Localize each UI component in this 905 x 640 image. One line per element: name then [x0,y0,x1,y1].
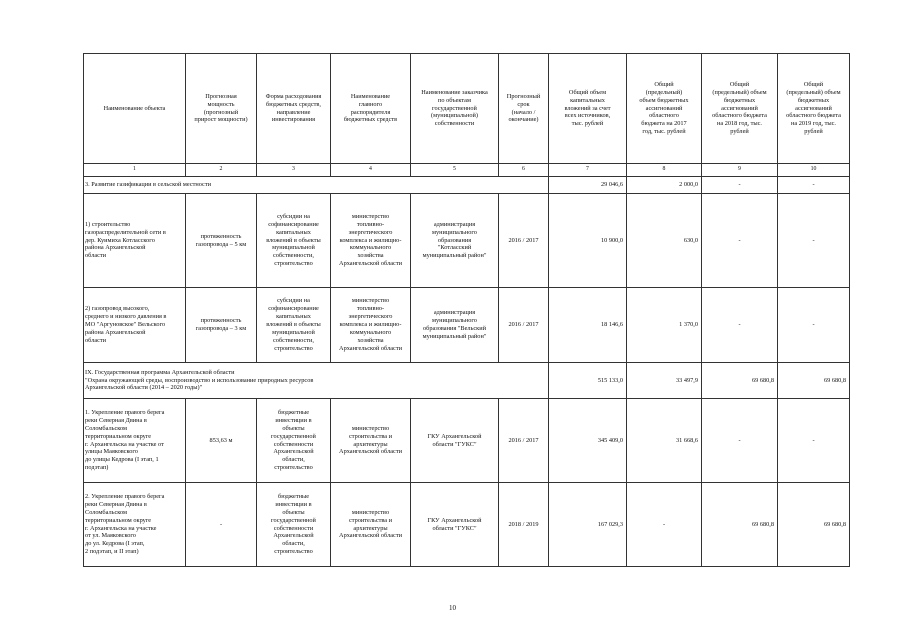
period: 2016 / 2017 [499,194,549,288]
budget-2017: 31 668,6 [627,399,702,483]
column-number: 8 [627,164,702,177]
header-period: Прогнозный срок (начало / окончание) [499,54,549,164]
header-spending-form: Форма расходования бюджетных средств, направление инвестирования [257,54,331,164]
header-object-name: Наименование объекта [84,54,186,164]
budget-2018: - [702,194,778,288]
section-9-title: IX. Государственная программа Архангельской области "Охрана окружающей среды, воспроизводство и использование природных ресурсов Архангельской области (2014 – 2020 годы)" [84,363,549,399]
customer: администрация муниципального образования "Котласский муниципальный район" [411,194,499,288]
budget-2017: 630,0 [627,194,702,288]
budget-manager: министерство строительства и архитектуры Архангельской области [331,483,411,567]
budget-2018: - [702,399,778,483]
section-9-budget-2019: 69 680,8 [778,363,850,399]
header-budget-2018: Общий (предельный) объем бюджетных ассигнований областного бюджета на 2018 год, тыс. рублей [702,54,778,164]
page-number: 10 [449,604,456,612]
total-investment: 167 029,3 [549,483,627,567]
investment-table [83,53,850,567]
section-3-budget-2019: - [778,177,850,194]
header-budget-manager: Наименование главного распорядителя бюджетных средств [331,54,411,164]
column-number: 4 [331,164,411,177]
object-name: 2. Укрепление правого берега реки Северная Двина в Соломбальском территориальном округе г. Архангельска на участке от ул. Маяковского до ул. Кедрова (I этап, 2 подэтап, и II этап) [84,483,186,567]
budget-manager: министерство топливно- энергетического комплекса и жилищно- коммунального хозяйства Архангельской области [331,288,411,363]
column-number: 6 [499,164,549,177]
customer: ГКУ Архангельской области "ГУКС" [411,399,499,483]
total-investment: 345 409,0 [549,399,627,483]
total-investment: 18 146,6 [549,288,627,363]
column-number: 2 [186,164,257,177]
header-row [84,54,850,164]
period: 2016 / 2017 [499,399,549,483]
column-number: 7 [549,164,627,177]
header-budget-2019: Общий (предельный) объем бюджетных ассигнований областного бюджета на 2019 год, тыс. рублей [778,54,850,164]
column-number-row [84,164,850,177]
budget-2018: 69 680,8 [702,483,778,567]
total-investment: 10 900,0 [549,194,627,288]
table-row [84,399,850,483]
customer: ГКУ Архангельской области "ГУКС" [411,483,499,567]
section-3-total: 29 046,6 [549,177,627,194]
budget-2017: - [627,483,702,567]
section-3-title: 3. Развитие газификации в сельской местности [84,177,549,194]
capacity: 853,63 м [186,399,257,483]
budget-2019: - [778,194,850,288]
column-number: 5 [411,164,499,177]
spending-form: бюджетные инвестиции в объекты государственной собственности Архангельской области, строительство [257,483,331,567]
header-budget-2017: Общий (предельный) объем бюджетных ассигнований областного бюджета на 2017 год, тыс. рублей [627,54,702,164]
period: 2016 / 2017 [499,288,549,363]
spending-form: субсидии на софинансирование капитальных вложений в объекты муниципальной собственности, строительство [257,288,331,363]
spending-form: бюджетные инвестиции в объекты государственной собственности Архангельской области, строительство [257,399,331,483]
table-row [84,483,850,567]
object-name: 1. Укрепление правого берега реки Северная Двина в Соломбальском территориальном округе г. Архангельска на участке от улицы Маяковского до улицы Кедрова (I этап, 1 подэтап) [84,399,186,483]
header-customer: Наименование заказчика по объектам государственной (муниципальной) собственности [411,54,499,164]
customer: администрация муниципального образования "Вельский муниципальный район" [411,288,499,363]
section-3-budget-2017: 2 000,0 [627,177,702,194]
period: 2018 / 2019 [499,483,549,567]
column-number: 3 [257,164,331,177]
capacity: протяженность газопровода – 5 км [186,194,257,288]
budget-2019: - [778,399,850,483]
column-number: 10 [778,164,850,177]
spending-form: субсидии на софинансирование капитальных вложений в объекты муниципальной собственности, строительство [257,194,331,288]
capacity: - [186,483,257,567]
table-row [84,194,850,288]
section-3-row [84,177,850,194]
capacity: протяженность газопровода – 3 км [186,288,257,363]
column-number: 1 [84,164,186,177]
section-9-total: 515 133,0 [549,363,627,399]
object-name: 1) строительство газораспределительной сети в дер. Куимиха Котласского района Архангельской области [84,194,186,288]
budget-2018: - [702,288,778,363]
header-total-investment: Общий объем капитальных вложений за счет всех источников, тыс. рублей [549,54,627,164]
section-9-budget-2017: 33 497,9 [627,363,702,399]
budget-2019: 69 680,8 [778,483,850,567]
budget-manager: министерство строительства и архитектуры Архангельской области [331,399,411,483]
section-9-budget-2018: 69 680,8 [702,363,778,399]
budget-manager: министерство топливно- энергетического комплекса и жилищно- коммунального хозяйства Архангельской области [331,194,411,288]
section-3-budget-2018: - [702,177,778,194]
column-number: 9 [702,164,778,177]
budget-2017: 1 370,0 [627,288,702,363]
section-9-row [84,363,850,399]
budget-2019: - [778,288,850,363]
table-row [84,288,850,363]
object-name: 2) газопровод высокого, среднего и низкого давления в МО "Аргуновское" Вельского района Архангельской области [84,288,186,363]
header-capacity: Прогнозная мощность (прогнозный прирост мощности) [186,54,257,164]
